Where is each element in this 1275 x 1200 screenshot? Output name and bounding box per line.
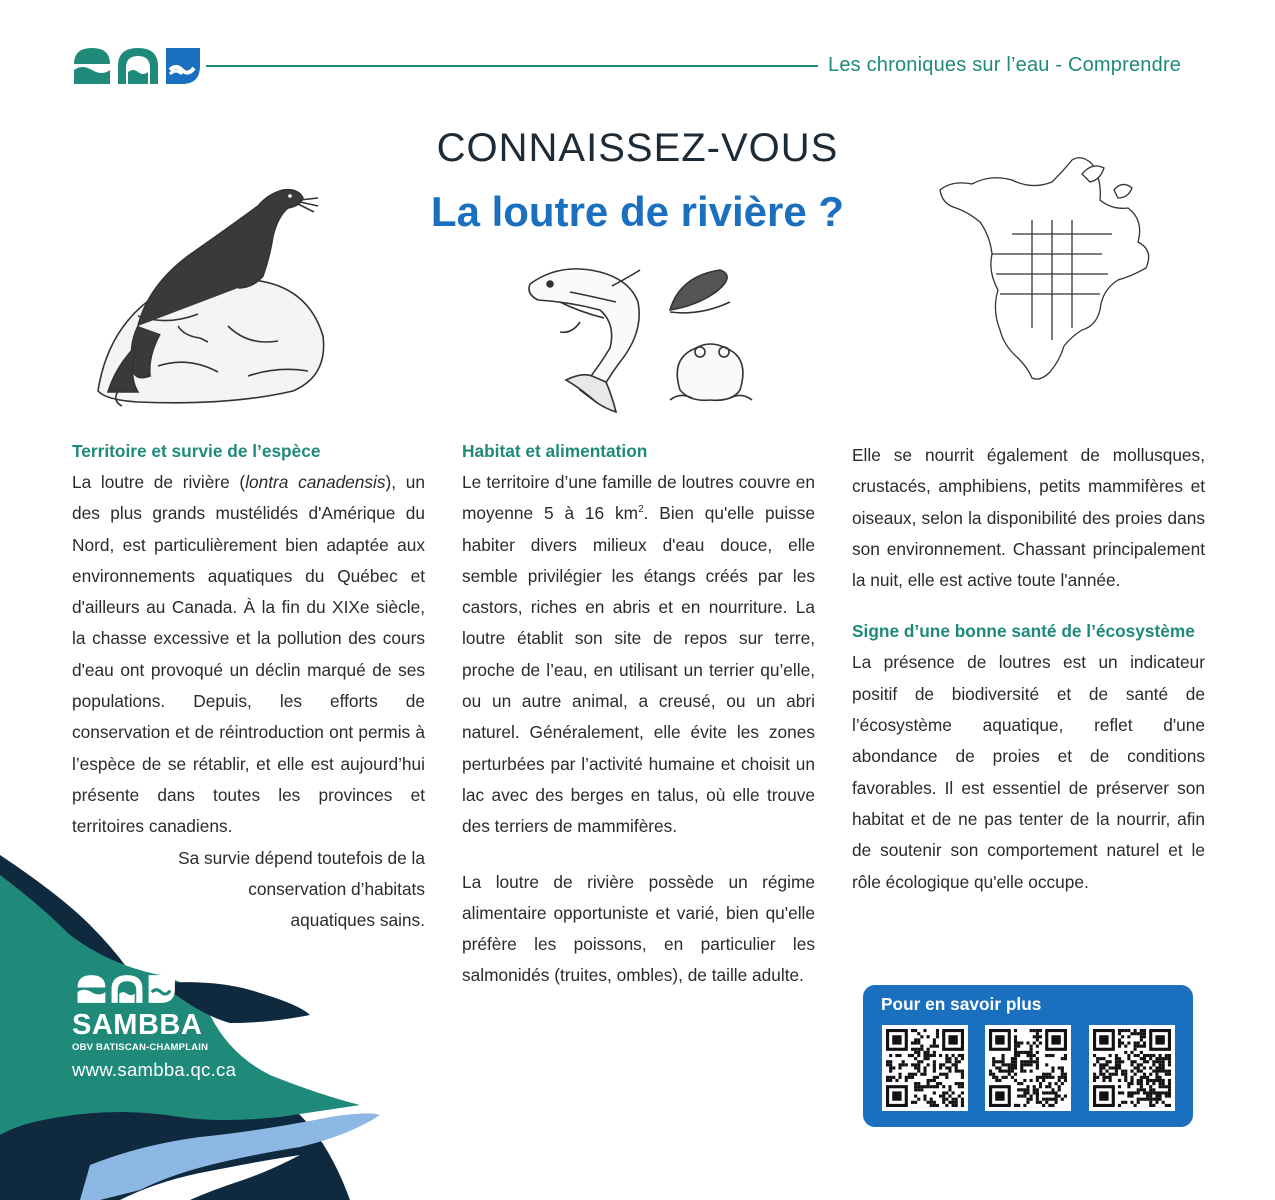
series-label: Les chroniques sur l’eau - Comprendre <box>828 54 1182 76</box>
paragraph-diet: La loutre de rivière possède un régime alimentaire opportuniste et varié, bien qu'elle préfère les poissons, en particulier les salmonidés (truites, ombles), de taille adulte. <box>462 871 815 986</box>
column-ecosystem <box>852 440 1205 898</box>
page-kicker: CONNAISSEZ-VOUS <box>436 126 839 170</box>
qr-code-icon[interactable] <box>882 1025 968 1111</box>
section-heading-ecosystem: Signe d’une bonne santé de l’écosystème <box>852 621 1195 642</box>
north-america-map-icon <box>932 150 1180 388</box>
paragraph-survival: Sa survie dépend toutefois de la conservation d’habitats aquatiques sains. <box>178 847 425 931</box>
brand-subtitle: OBV BATISCAN-CHAMPLAIN <box>72 1042 209 1053</box>
species-name: lontra canadensis <box>245 472 386 492</box>
page-title: La loutre de rivière ? <box>430 188 845 235</box>
trout-mussel-frog-icon <box>520 262 760 414</box>
section-heading-habitat: Habitat et alimentation <box>462 441 648 461</box>
paragraph-territory: La loutre de rivière (lontra canadensis), un des plus grands mustélidés d'Amérique du Nord, est particulièrement bien adaptée aux environnements aquatiques du Québec et d'ailleurs au Canada. À la fin du XIXe siècle, la chasse excessive et la pollution des cours d'eau ont provoqué un déclin marqué de ses populations. Depuis, les efforts de conservation et de réintroduction ont permis à l’espèce de se rétablir, et elle est aujourd’hui présente dans toutes les provinces et territoires canadiens. <box>72 472 425 837</box>
header-rule <box>206 65 818 67</box>
brand-url[interactable]: www.sambba.qc.ca <box>72 1059 237 1080</box>
sambba-logo-icon <box>72 44 204 88</box>
qr-code-icon[interactable] <box>1089 1025 1175 1111</box>
section-heading-territory: Territoire et survie de l’espèce <box>72 441 321 461</box>
column-habitat <box>462 440 815 992</box>
paragraph-ecosystem: La présence de loutres est un indicateur positif de biodiversité et de santé de l’écosystème aquatique, reflet d'une abondance de proies et de conditions favorables. Il est essentiel de préserver son habitat et de ne pas tenter de la nourrir, afin de soutenir son comportement naturel et le rôle écologique qu'elle occupe. <box>852 652 1205 892</box>
paragraph-habitat: Le territoire d’une famille de loutres couvre en moyenne 5 à 16 $km^2$. Bien qu'elle puisse habiter divers milieux d'eau douce, elle semble privilégier les étangs créés par les castors, riches en abris et en nourriture. La loutre établit son site de repos sur terre, proche de l’eau, en utilisant un terrier qu’elle, ou un autre animal, a creusé, ou un abri naturel. Généralement, elle évite les zones perturbées par l’activité humaine et choisit un lac avec des berges en talus, où elle trouve des terriers de mammifères. <box>462 472 816 837</box>
learn-more-box <box>863 985 1193 1127</box>
brand-block <box>72 972 236 1081</box>
paragraph-prey: Elle se nourrit également de mollusques, crustacés, amphibiens, petits mammifères et oiseaux, selon la disponibilité des proies dans son environnement. Chassant principalement la nuit, elle est active toute l'année. <box>852 445 1205 591</box>
learn-more-title: Pour en savoir plus <box>881 994 1042 1014</box>
brand-name: SAMBBA <box>72 1009 203 1041</box>
otter-on-rock-icon <box>78 176 338 408</box>
sambba-logo-icon <box>72 972 182 1006</box>
qr-code-icon[interactable] <box>985 1025 1071 1111</box>
